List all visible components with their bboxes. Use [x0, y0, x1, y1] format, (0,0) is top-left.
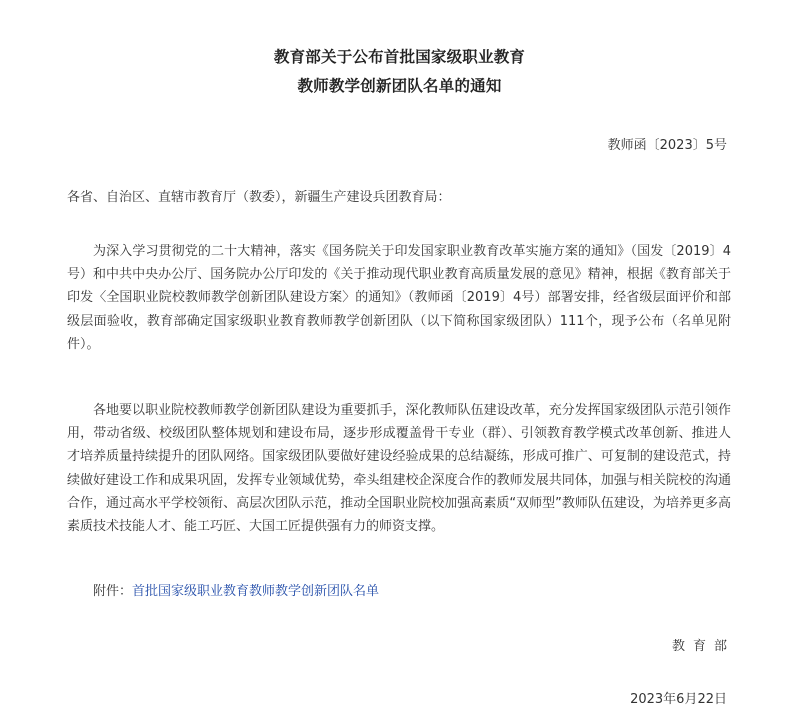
attachment-link[interactable]: 首批国家级职业教育教师教学创新团队名单 — [132, 584, 380, 599]
body-paragraph-2: 各地要以职业院校教师教学创新团队建设为重要抓手，深化教师队伍建设改革，充分发挥国家级团队示范引领作用，带动省级、校级团队整体规划和建设布局，逐步形成覆盖骨干专业（群）、引领教育教学模式改革创新、推进人才培养质量持续提升的团队网络。国家级团队要做好建设经验成果的总结凝练，形成可推广、可复制的建设范式，持续做好建设工作和成果巩固，发挥专业领域优势，牵头组建校企深度合作的教师发展共同体，加强与相关院校的沟通合作，通过高水平学校领衔、高层次团队示范，推动全国职业院校加强高素质“双师型”教师队伍建设，为培养更多高素质技术技能人才、能工巧匠、大国工匠提供强有力的师资支撑。 — [67, 403, 731, 535]
notice-title-line-2: 教师教学创新团队名单的通知 — [297, 77, 502, 95]
body-paragraph-1: 为深入学习贯彻党的二十大精神，落实《国务院关于印发国家职业教育改革实施方案的通知》（国发〔2019〕4号）和中共中央办公厅、国务院办公厅印发的《关于推动现代职业教育高质量发展的意见》精神，根据《教育部关于印发〈全国职业院校教师教学创新团队建设方案〉的通知》（教师函〔2019〕4号）部署安排，经省级层面评价和部级层面验收，教育部确定国家级职业教育教师教学创新团队（以下简称国家级团队）111个，现予公布（名单见附件）。 — [67, 244, 731, 352]
salutation: 各省、自治区、直辖市教育厅（教委），新疆生产建设兵团教育局： — [67, 190, 451, 205]
signer: 教育部 — [671, 639, 735, 654]
notice-title-line-1: 教育部关于公布首批国家级职业教育 — [273, 48, 526, 66]
document-number: 教师函〔2023〕5号 — [607, 138, 727, 153]
attachment-line — [93, 583, 379, 601]
attachment-label: 附件： — [93, 584, 133, 599]
issue-date: 2023年6月22日 — [630, 692, 727, 707]
